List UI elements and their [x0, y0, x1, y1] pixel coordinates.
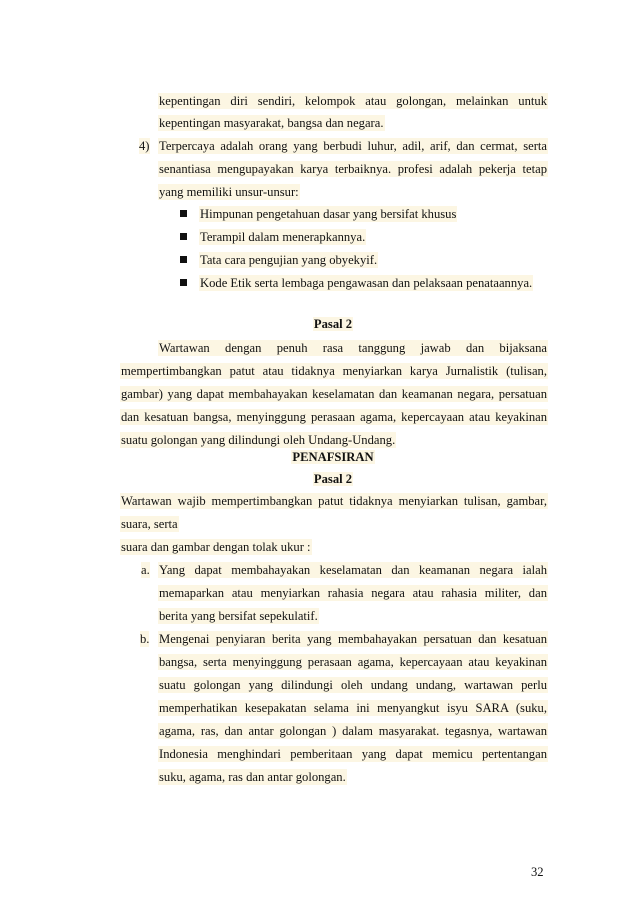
body-line: kepentingan masyarakat, bangsa dan negara. [159, 116, 384, 130]
body-line: suara, serta [121, 517, 178, 531]
section-subheading: Pasal 2 [313, 472, 353, 486]
body-line: mempertimbangkan patut atau tidaknya menyiarkan karya Jurnalistik (tulisan, [121, 364, 547, 378]
body-line: dan kesatuan bangsa, menyinggung perasaan agama, kepercayaan atau keyakinan [121, 410, 547, 424]
list-number: 4) [139, 139, 150, 153]
body-line: suara dan gambar dengan tolak ukur : [121, 540, 311, 554]
body-line: Wartawan dengan penuh rasa tanggung jawab dan bijaksana [159, 341, 547, 355]
body-line: memaparkan atau menyiarkan rahasia negara atau rahasia militer, dan [159, 586, 547, 600]
body-line: Indonesia menghindari pemberitaan yang dapat memicu pertentangan [159, 747, 547, 761]
list-label: a. [141, 563, 150, 577]
body-line: berita yang bersifat sepekulatif. [159, 609, 318, 623]
bullet-item: Kode Etik serta lembaga pengawasan dan pelaksaan penataannya. [200, 276, 533, 290]
page-number: 32 [531, 865, 544, 879]
body-line: suku, agama, ras dan antar golongan. [159, 770, 346, 784]
bullet-icon [180, 210, 187, 217]
body-line: agama, ras, dan antar golongan ) dalam masyarakat. tegasnya, wartawan [159, 724, 547, 738]
bullet-item: Tata cara pengujian yang obyekyif. [200, 253, 378, 267]
body-line: Terpercaya adalah orang yang berbudi luhur, adil, arif, dan cermat, serta [159, 139, 547, 153]
section-heading: PENAFSIRAN [292, 450, 374, 464]
body-line: bangsa, serta menyinggung perasaan agama, kepercayaan atau keyakinan [159, 655, 547, 669]
body-line: suatu golongan yang dilindungi oleh Undang-Undang. [121, 433, 396, 447]
body-line: yang memiliki unsur-unsur: [159, 185, 299, 199]
bullet-icon [180, 256, 187, 263]
list-label: b. [140, 632, 150, 646]
body-line: Wartawan wajib mempertimbangkan patut tidaknya menyiarkan tulisan, gambar, [121, 494, 547, 508]
body-line: kepentingan diri sendiri, kelompok atau golongan, melainkan untuk [159, 94, 547, 108]
bullet-item: Terampil dalam menerapkannya. [200, 230, 366, 244]
body-line: Yang dapat membahayakan keselamatan dan keamanan negara ialah [159, 563, 547, 577]
body-line: memperhatikan kesepakatan selama ini menyangkut isyu SARA (suku, [159, 701, 547, 715]
bullet-item: Himpunan pengetahuan dasar yang bersifat khusus [200, 207, 457, 221]
section-heading: Pasal 2 [313, 317, 353, 331]
bullet-icon [180, 233, 187, 240]
body-line: Mengenai penyiaran berita yang membahayakan persatuan dan kesatuan [159, 632, 547, 646]
body-line: gambar) yang dapat membahayakan keselamatan dan keamanan negara, persatuan [121, 387, 547, 401]
bullet-icon [180, 279, 187, 286]
body-line: senantiasa mengupayakan karya terbaiknya. profesi adalah pekerja tetap [159, 162, 547, 176]
body-line: suatu golongan yang dilindungi oleh undang undang, wartawan perlu [159, 678, 547, 692]
